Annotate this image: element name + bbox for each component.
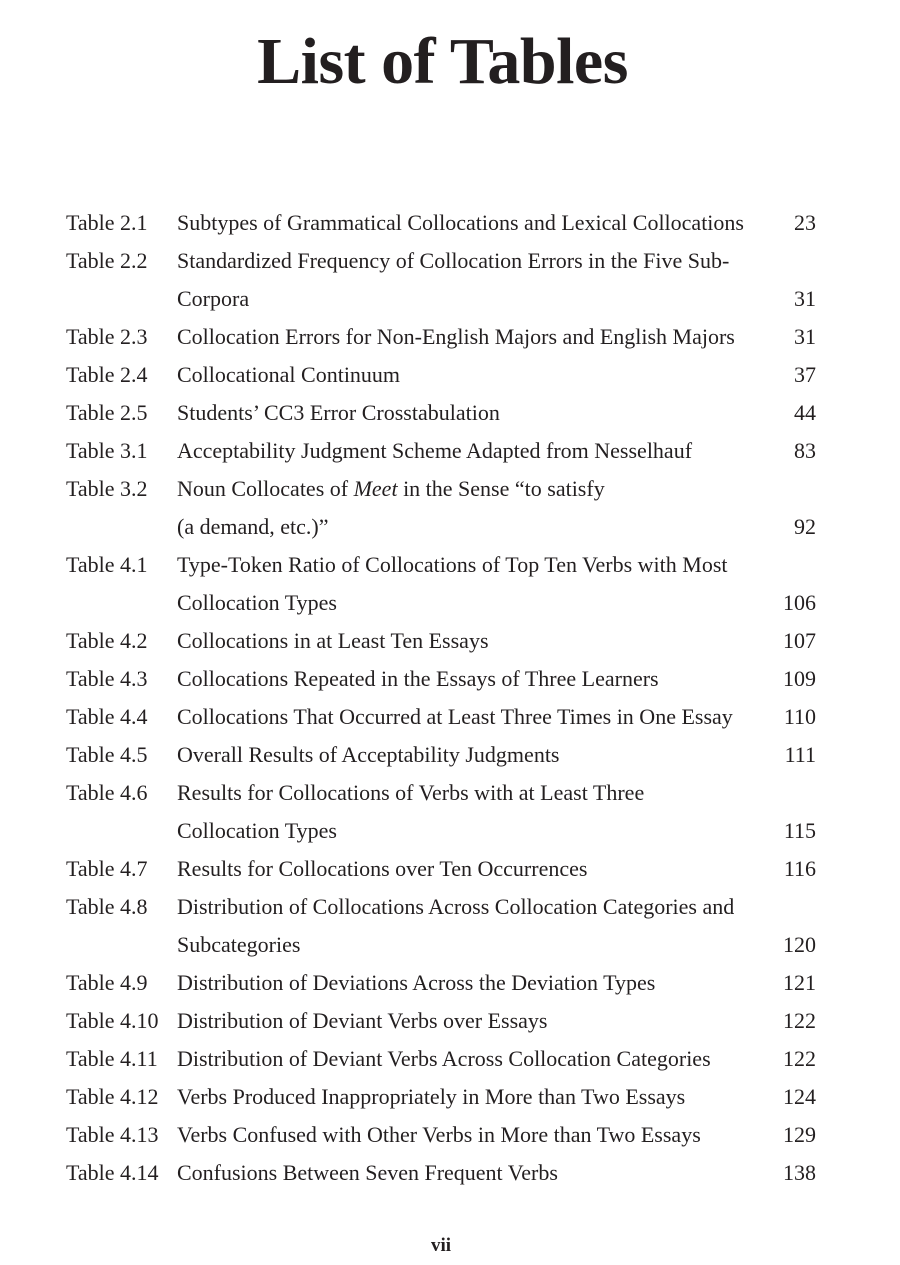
table-entry — [66, 622, 816, 660]
table-number: Table 4.5 — [66, 742, 148, 767]
table-number: Table 4.3 — [66, 666, 148, 691]
table-title: Collocations Repeated in the Essays of Three Learners — [177, 666, 659, 691]
page-number: 115 — [783, 818, 816, 843]
table-entry — [66, 356, 816, 394]
table-title: Collocation Errors for Non-English Majors and English Majors — [177, 324, 735, 349]
table-title: Distribution of Deviant Verbs Across Collocation Categories — [177, 1046, 711, 1071]
table-number: Table 2.4 — [66, 362, 148, 387]
table-entry — [66, 850, 816, 888]
page-number: 83 — [794, 438, 816, 463]
table-title: Type-Token Ratio of Collocations of Top Ten Verbs with Most Collocation Types — [177, 552, 728, 615]
table-number: Table 3.1 — [66, 438, 148, 463]
table-entry — [66, 242, 816, 318]
table-number: Table 4.8 — [66, 894, 148, 919]
page-number: 44 — [794, 400, 816, 425]
table-entry — [66, 774, 816, 850]
table-entry — [66, 1002, 816, 1040]
table-number: Table 4.6 — [66, 780, 148, 805]
table-title-text: in the Sense “to satisfy (a demand, etc.)” — [177, 476, 605, 539]
table-entry — [66, 318, 816, 356]
table-entry — [66, 432, 816, 470]
page-number: 106 — [783, 590, 816, 615]
page-number: 92 — [794, 514, 816, 539]
table-entry — [66, 470, 816, 546]
page-number: 109 — [783, 666, 816, 691]
page-title: List of Tables — [257, 25, 628, 98]
table-number: Table 4.13 — [66, 1122, 159, 1147]
page-number: 138 — [783, 1160, 816, 1185]
table-entry — [66, 1154, 816, 1192]
table-title: Results for Collocations of Verbs with at Least Three Collocation Types — [177, 780, 645, 843]
table-title: Distribution of Collocations Across Collocation Categories and Subcategories — [177, 894, 735, 957]
table-title: Students’ CC3 Error Crosstabulation — [177, 400, 500, 425]
table-number: Table 2.5 — [66, 400, 148, 425]
page-number: 122 — [783, 1008, 816, 1033]
table-number: Table 4.10 — [66, 1008, 159, 1033]
table-number: Table 2.3 — [66, 324, 148, 349]
table-entry — [66, 964, 816, 1002]
page-number: 31 — [794, 286, 816, 311]
table-number: Table 4.12 — [66, 1084, 159, 1109]
table-number: Table 4.2 — [66, 628, 148, 653]
table-number: Table 4.11 — [66, 1046, 158, 1071]
table-title: Collocations That Occurred at Least Three Times in One Essay — [177, 704, 733, 729]
table-entry — [66, 204, 816, 242]
table-title-italic: Meet — [353, 476, 398, 501]
page-folio: vii — [430, 1235, 452, 1256]
page-number: 31 — [794, 324, 816, 349]
page-number: 124 — [783, 1084, 816, 1109]
table-number: Table 4.14 — [66, 1160, 159, 1185]
table-entry — [66, 1116, 816, 1154]
page-number: 116 — [783, 856, 816, 881]
page-number: 120 — [783, 932, 816, 957]
table-number: Table 3.2 — [66, 476, 148, 501]
table-title: Overall Results of Acceptability Judgments — [177, 742, 560, 767]
table-number: Table 4.1 — [66, 552, 148, 577]
table-title: Verbs Confused with Other Verbs in More than Two Essays — [177, 1122, 701, 1147]
table-entry — [66, 888, 816, 964]
table-entry — [66, 546, 816, 622]
table-number: Table 4.9 — [66, 970, 148, 995]
table-entry — [66, 660, 816, 698]
table-title: Collocations in at Least Ten Essays — [177, 628, 489, 653]
table-entry — [66, 394, 816, 432]
table-title — [177, 470, 778, 546]
table-list — [66, 204, 816, 1192]
table-title: Collocational Continuum — [177, 362, 401, 387]
page-number: 23 — [794, 210, 816, 235]
table-number: Table 2.1 — [66, 210, 148, 235]
page-number: 122 — [783, 1046, 816, 1071]
table-title: Distribution of Deviant Verbs over Essays — [177, 1008, 548, 1033]
table-number: Table 2.2 — [66, 248, 148, 273]
page-number: 129 — [783, 1122, 816, 1147]
table-entry — [66, 1078, 816, 1116]
table-title: Subtypes of Grammatical Collocations and Lexical Collocations — [177, 210, 744, 235]
page-number: 110 — [783, 704, 816, 729]
page-number: 37 — [794, 362, 816, 387]
table-number: Table 4.7 — [66, 856, 148, 881]
table-title: Acceptability Judgment Scheme Adapted from Nesselhauf — [177, 438, 693, 463]
table-title: Distribution of Deviations Across the Deviation Types — [177, 970, 656, 995]
page-number: 111 — [784, 742, 816, 767]
table-title: Confusions Between Seven Frequent Verbs — [177, 1160, 558, 1185]
table-title: Results for Collocations over Ten Occurrences — [177, 856, 588, 881]
page-number: 121 — [783, 970, 816, 995]
table-title-text: Noun Collocates of — [177, 476, 354, 501]
table-entry — [66, 698, 816, 736]
table-entry — [66, 736, 816, 774]
table-title: Standardized Frequency of Collocation Errors in the Five Sub- Corpora — [177, 248, 730, 311]
page-number: 107 — [783, 628, 816, 653]
table-title: Verbs Produced Inappropriately in More than Two Essays — [177, 1084, 686, 1109]
table-entry — [66, 1040, 816, 1078]
table-number: Table 4.4 — [66, 704, 148, 729]
